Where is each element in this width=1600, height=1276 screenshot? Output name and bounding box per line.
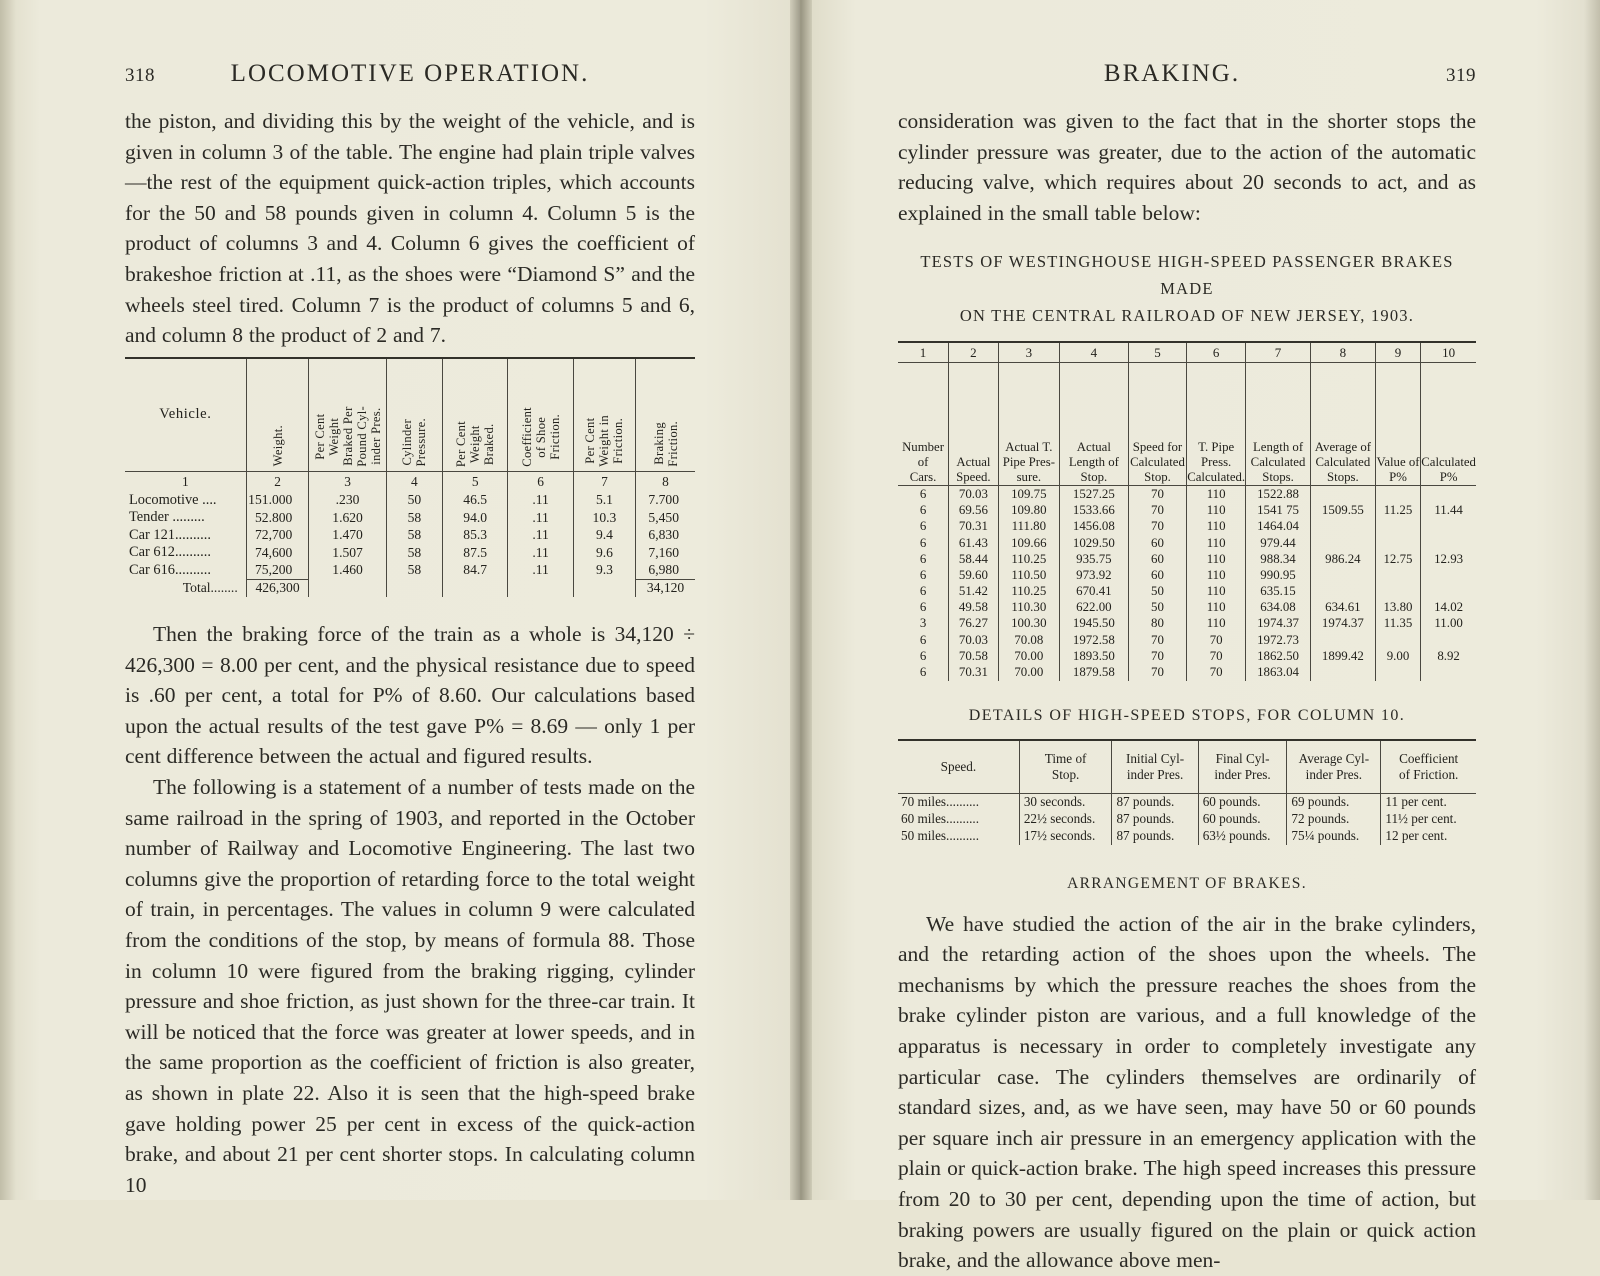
actual-tpipe-pressure-value: 110.25 [998, 551, 1059, 567]
table-row [898, 519, 1476, 535]
cars-value: 6 [919, 648, 927, 663]
length-of-calculated-stops-value: 1522.88 [1246, 486, 1311, 503]
coefficient-value: .11 [508, 509, 573, 526]
table-row [898, 828, 1476, 845]
pct-weight-friction-value: 9.4 [573, 527, 635, 544]
time-of-stop-value: 17½ seconds. [1019, 828, 1112, 845]
colnum-6: 6 [508, 471, 573, 492]
actual-speed-value: 59.60 [949, 567, 999, 583]
pct-weight-braked-value: 46.5 [442, 492, 507, 509]
average-cylinder-pres-value: 75¼ pounds. [1287, 828, 1381, 845]
coefficient-of-friction-value: 12 per cent. [1381, 828, 1476, 845]
average-cylinder-pres-value: 69 pounds. [1287, 793, 1381, 811]
actual-speed-value: 70.31 [949, 664, 999, 680]
average-of-calculated-stops-value: 1899.42 [1310, 648, 1375, 664]
tpipe-press-calculated-value: 110 [1187, 519, 1246, 535]
pct-per-pound-value: 1.470 [309, 527, 386, 544]
details-table-header-row [898, 740, 1476, 794]
speed-for-calculated-stop-header: Speed for Calculated Stop. [1128, 363, 1186, 486]
left-running-title: LOCOMOTIVE OPERATION. [230, 60, 590, 87]
time-of-stop-header: Time of Stop. [1019, 740, 1112, 794]
average-of-calculated-stops-value [1310, 535, 1375, 551]
cylinder-pressure-value: 58 [386, 561, 442, 579]
cars-value: 6 [919, 535, 927, 550]
vehicle-name: Tender ......... [129, 509, 205, 526]
final-cylinder-pres-value: 60 pounds. [1198, 811, 1287, 828]
speed-for-calculated-stop-value: 70 [1128, 519, 1186, 535]
weight-value: 72,700 [246, 527, 309, 544]
table-row [898, 503, 1476, 519]
vehicle-name: Locomotive .... [129, 491, 217, 508]
value-of-p-value [1375, 664, 1420, 680]
actual-length-of-stop-value: 1879.58 [1059, 664, 1128, 680]
braking-friction-value: 5,450 [636, 509, 695, 526]
actual-speed-value: 70.58 [949, 648, 999, 664]
pct-per-pound-col-header: Per Cent Weight Braked Per Pound Cyl- inder Pres. [309, 358, 386, 472]
table-row [898, 664, 1476, 680]
colnum-2: 2 [246, 471, 309, 492]
length-of-calculated-stops-value: 1974.37 [1246, 616, 1311, 632]
cylinder-pressure-value: 58 [386, 527, 442, 544]
cars-value: 6 [919, 665, 927, 680]
value-of-p-value [1375, 584, 1420, 600]
pct-weight-friction-value: 5.1 [573, 492, 635, 509]
calculated-p-value [1421, 664, 1476, 680]
tests-colnum-6: 6 [1187, 342, 1246, 363]
coef-shoe-friction-col-header: Coefficient of Shoe Friction. [508, 358, 573, 472]
actual-tpipe-pressure-value: 110.30 [998, 600, 1059, 616]
tests-table-colnum-row [898, 342, 1476, 363]
tests-colnum-2: 2 [949, 342, 999, 363]
tests-colnum-10: 10 [1421, 342, 1476, 363]
initial-cylinder-pres-header: Initial Cyl- inder Pres. [1112, 740, 1198, 794]
coefficient-of-friction-header: Coefficient of Friction. [1381, 740, 1476, 794]
actual-speed-value: 70.03 [949, 486, 999, 503]
average-of-calculated-stops-value [1310, 584, 1375, 600]
left-folio: 318 [125, 65, 155, 86]
actual-length-of-stop-header: Actual Length of Stop. [1059, 363, 1128, 486]
vehicle-table [125, 357, 695, 597]
table-row [898, 811, 1476, 828]
vehicle-table-total-row [125, 579, 695, 597]
initial-cylinder-pres-value: 87 pounds. [1112, 811, 1198, 828]
average-of-calculated-stops-value [1310, 632, 1375, 648]
left-page-content [125, 60, 695, 1200]
total-blank-5 [442, 579, 507, 597]
cars-value: 6 [919, 503, 927, 518]
colnum-8: 8 [636, 471, 695, 492]
right-paragraph-1: consideration was given to the fact that in the shorter stops the cylinder pressure was greater, due to the action of the automatic reducing valve, which requires about 20 seconds to act, and as explained in the small table below: [898, 109, 1476, 225]
cars-value: 6 [919, 632, 927, 647]
value-of-p-value [1375, 567, 1420, 583]
table-row [898, 600, 1476, 616]
pct-weight-friction-value: 10.3 [573, 509, 635, 526]
speed-for-calculated-stop-value: 60 [1128, 535, 1186, 551]
speed-header: Speed. [898, 740, 1019, 794]
final-cylinder-pres-value: 63½ pounds. [1198, 828, 1287, 845]
coefficient-value: .11 [508, 527, 573, 544]
tpipe-press-calculated-value: 110 [1187, 600, 1246, 616]
weight-value: 151.000 [246, 492, 309, 509]
coefficient-value: .11 [508, 544, 573, 561]
vehicle-col-header: Vehicle. [125, 358, 246, 472]
actual-length-of-stop-value: 1533.66 [1059, 503, 1128, 519]
calculated-p-value: 14.02 [1421, 600, 1476, 616]
length-of-calculated-stops-value: 634.08 [1246, 600, 1311, 616]
speed-for-calculated-stop-value: 80 [1128, 616, 1186, 632]
actual-speed-value: 69.56 [949, 503, 999, 519]
vehicle-table-header-row [125, 358, 695, 472]
total-blank-3 [309, 579, 386, 597]
actual-length-of-stop-value: 1972.58 [1059, 632, 1128, 648]
total-braking-friction: 34,120 [636, 579, 695, 597]
table-row [125, 527, 695, 544]
weight-col-header: Weight. [246, 358, 309, 472]
left-paragraph-3: The following is a statement of a number of tests made on the same railroad in the spring of 1903, and reported in the October number of Railway and Locomotive Engineering. The last two columns give the proportion of retarding force to the total weight of train, in percentages. The values in column 9 were calculated from the conditions of the stop, by means of formula 88. Those in column 10 were figured from the braking rigging, cylinder pressure and shoe friction, as just shown for the three-car train. It will be noticed that the force was greater at lower speeds, and in the same proportion as the coefficient of friction is also greater, as shown in plate 22. Also it is seen that the high-speed brake gave holding power 25 per cent in excess of the quick-action brake, and about 21 per cent shorter stops. In calculating column 10 [125, 775, 695, 1197]
actual-tpipe-pressure-value: 100.30 [998, 616, 1059, 632]
table-row [898, 616, 1476, 632]
length-of-calculated-stops-value: 1862.50 [1246, 648, 1311, 664]
braking-friction-value: 7,160 [636, 544, 695, 561]
final-cylinder-pres-value: 60 pounds. [1198, 793, 1287, 811]
speed-for-calculated-stop-value: 50 [1128, 600, 1186, 616]
speed-for-calculated-stop-value: 70 [1128, 632, 1186, 648]
pct-weight-braked-value: 87.5 [442, 544, 507, 561]
actual-speed-value: 70.31 [949, 519, 999, 535]
cars-value: 6 [898, 486, 949, 503]
speed-for-calculated-stop-value: 60 [1128, 567, 1186, 583]
table-row [125, 509, 695, 526]
weight-value: 75,200 [246, 561, 309, 579]
page-edge-shadow-left [0, 0, 16, 1200]
average-of-calculated-stops-value [1310, 567, 1375, 583]
initial-cylinder-pres-value: 87 pounds. [1112, 793, 1198, 811]
tpipe-press-calculated-value: 110 [1187, 567, 1246, 583]
total-blank-6 [508, 579, 573, 597]
speed-value: 70 miles.......... [898, 793, 1019, 811]
colnum-4: 4 [386, 471, 442, 492]
arrangement-of-brakes-heading: ARRANGEMENT OF BRAKES. [1067, 874, 1307, 892]
total-label: Total........ [182, 580, 238, 596]
tests-colnum-8: 8 [1310, 342, 1375, 363]
calculated-p-value [1421, 567, 1476, 583]
tests-colnum-5: 5 [1128, 342, 1186, 363]
length-of-calculated-stops-value: 979.44 [1246, 535, 1311, 551]
actual-tpipe-pressure-value: 70.08 [998, 632, 1059, 648]
vehicle-name: Car 121.......... [129, 526, 211, 543]
actual-length-of-stop-value: 1527.25 [1059, 486, 1128, 503]
weight-value: 74,600 [246, 544, 309, 561]
calculated-p-header: Calculated P% [1421, 363, 1476, 486]
actual-tpipe-pressure-value: 70.00 [998, 664, 1059, 680]
tpipe-press-calculated-value: 110 [1187, 616, 1246, 632]
right-page-content [898, 60, 1476, 1276]
length-of-calculated-stops-value: 1541 75 [1246, 503, 1311, 519]
calculated-p-value [1421, 584, 1476, 600]
speed-for-calculated-stop-value: 50 [1128, 584, 1186, 600]
actual-tpipe-pressure-value: 70.00 [998, 648, 1059, 664]
right-folio: 319 [1446, 65, 1476, 86]
tpipe-press-calculated-value: 110 [1187, 503, 1246, 519]
braking-friction-col-header: Braking Friction. [636, 358, 695, 472]
actual-speed-value: 51.42 [949, 584, 999, 600]
actual-length-of-stop-value: 973.92 [1059, 567, 1128, 583]
calculated-p-value [1421, 519, 1476, 535]
table-row [898, 535, 1476, 551]
speed-for-calculated-stop-value: 70 [1128, 486, 1186, 503]
calculated-p-value [1421, 632, 1476, 648]
actual-tpipe-pressure-value: 109.80 [998, 503, 1059, 519]
actual-length-of-stop-value: 1456.08 [1059, 519, 1128, 535]
left-paragraph-1: the piston, and dividing this by the weight of the vehicle, and is given in column 3 of the table. The engine had plain triple valves—the rest of the equipment quick-action triples, which accounts for the 50 and 58 pounds given in column 4. Column 5 is the product of columns 3 and 4. Column 6 gives the coefficient of brakeshoe friction at .11, as the shoes were “Diamond S” and the wheels steel tired. Column 7 is the product of columns 5 and 6, and column 8 the product of 2 and 7. [125, 109, 695, 348]
tests-colnum-3: 3 [998, 342, 1059, 363]
vehicle-name: Car 616.......... [129, 561, 211, 578]
cylinder-pressure-col-header: Cylinder Pressure. [386, 358, 442, 472]
tpipe-press-calculated-value: 110 [1187, 551, 1246, 567]
speed-for-calculated-stop-value: 70 [1128, 664, 1186, 680]
calculated-p-value: 11.44 [1421, 503, 1476, 519]
cars-value: 6 [919, 567, 927, 582]
table-row [898, 584, 1476, 600]
page-edge-shadow-right [1584, 0, 1600, 1200]
table-row [125, 561, 695, 579]
tpipe-press-calculated-value: 70 [1187, 632, 1246, 648]
table-row [125, 492, 695, 509]
actual-speed-value: 58.44 [949, 551, 999, 567]
cylinder-pressure-value: 50 [386, 492, 442, 509]
tpipe-press-calculated-value: 110 [1187, 584, 1246, 600]
calculated-p-value: 11.00 [1421, 616, 1476, 632]
value-of-p-header: Value of P% [1375, 363, 1420, 486]
pct-weight-friction-value: 9.6 [573, 544, 635, 561]
average-of-calculated-stops-header: Average of Calculated Stops. [1310, 363, 1375, 486]
tests-table-caption [898, 248, 1476, 329]
details-table [898, 739, 1476, 845]
total-weight: 426,300 [246, 579, 309, 597]
length-of-calculated-stops-value: 1972.73 [1246, 632, 1311, 648]
right-page [800, 0, 1600, 1273]
pct-weight-braked-value: 94.0 [442, 509, 507, 526]
cars-value: 6 [919, 584, 927, 599]
actual-tpipe-pressure-value: 109.75 [998, 486, 1059, 503]
actual-tpipe-pressure-header: Actual T. Pipe Pres- sure. [998, 363, 1059, 486]
speed-value: 60 miles.......... [901, 811, 980, 827]
average-cylinder-pres-value: 72 pounds. [1287, 811, 1381, 828]
vehicle-table-colnum-row [125, 471, 695, 492]
length-of-calculated-stops-value: 988.34 [1246, 551, 1311, 567]
colnum-1: 1 [125, 471, 246, 492]
left-page [0, 0, 800, 1200]
pct-weight-braked-value: 85.3 [442, 527, 507, 544]
table-row [898, 567, 1476, 583]
actual-speed-value: 61.43 [949, 535, 999, 551]
value-of-p-value: 11.25 [1375, 503, 1420, 519]
tpipe-press-calculated-value: 70 [1187, 664, 1246, 680]
tpipe-press-calculated-value: 110 [1187, 535, 1246, 551]
speed-for-calculated-stop-value: 70 [1128, 648, 1186, 664]
length-of-calculated-stops-header: Length of Calculated Stops. [1246, 363, 1311, 486]
length-of-calculated-stops-value: 1863.04 [1246, 664, 1311, 680]
actual-length-of-stop-value: 1945.50 [1059, 616, 1128, 632]
value-of-p-value [1375, 535, 1420, 551]
pct-weight-braked-col-header: Per Cent Weight Braked. [442, 358, 507, 472]
coefficient-of-friction-value: 11½ per cent. [1381, 811, 1476, 828]
actual-speed-value: 76.27 [949, 616, 999, 632]
tests-table-caption-line2: ON THE CENTRAL RAILROAD OF NEW JERSEY, 1903. [959, 306, 1415, 326]
value-of-p-value [1375, 486, 1420, 503]
braking-friction-value: 6,830 [636, 527, 695, 544]
cylinder-pressure-value: 58 [386, 509, 442, 526]
calculated-p-value [1421, 535, 1476, 551]
colnum-7: 7 [573, 471, 635, 492]
table-row [898, 486, 1476, 503]
tests-colnum-7: 7 [1246, 342, 1311, 363]
coefficient-value: .11 [508, 561, 573, 579]
pct-per-pound-value: .230 [309, 492, 386, 509]
value-of-p-value: 11.35 [1375, 616, 1420, 632]
speed-for-calculated-stop-value: 60 [1128, 551, 1186, 567]
total-blank-7 [573, 579, 635, 597]
value-of-p-value [1375, 519, 1420, 535]
pct-per-pound-value: 1.620 [309, 509, 386, 526]
table-row [898, 648, 1476, 664]
cars-value: 6 [919, 519, 927, 534]
cars-value: 3 [919, 616, 927, 631]
cylinder-pressure-value: 58 [386, 544, 442, 561]
pct-per-pound-value: 1.507 [309, 544, 386, 561]
average-of-calculated-stops-value: 1509.55 [1310, 503, 1375, 519]
value-of-p-value [1375, 632, 1420, 648]
coefficient-of-friction-value: 11 per cent. [1381, 793, 1476, 811]
time-of-stop-value: 22½ seconds. [1019, 811, 1112, 828]
tpipe-press-calculated-value: 70 [1187, 648, 1246, 664]
average-of-calculated-stops-value [1310, 486, 1375, 503]
braking-friction-value: 6,980 [636, 561, 695, 579]
cars-value: 6 [919, 600, 927, 615]
actual-tpipe-pressure-value: 111.80 [998, 519, 1059, 535]
actual-length-of-stop-value: 670.41 [1059, 584, 1128, 600]
table-row [898, 551, 1476, 567]
tests-table-body [898, 486, 1476, 681]
number-of-cars-header: Number of Cars. [898, 363, 949, 486]
left-running-head [125, 60, 695, 106]
length-of-calculated-stops-value: 990.95 [1246, 567, 1311, 583]
pct-weight-friction-value: 9.3 [573, 561, 635, 579]
calculated-p-value: 8.92 [1421, 648, 1476, 664]
tests-table-header-row [898, 363, 1476, 486]
colnum-5: 5 [442, 471, 507, 492]
average-of-calculated-stops-value: 986.24 [1310, 551, 1375, 567]
actual-tpipe-pressure-value: 110.50 [998, 567, 1059, 583]
value-of-p-value: 13.80 [1375, 600, 1420, 616]
calculated-p-value: 12.93 [1421, 551, 1476, 567]
table-row [898, 793, 1476, 811]
tpipe-press-calculated-value: 110 [1187, 486, 1246, 503]
value-of-p-value: 9.00 [1375, 648, 1420, 664]
average-of-calculated-stops-value: 634.61 [1310, 600, 1375, 616]
actual-speed-value: 49.58 [949, 600, 999, 616]
weight-value: 52.800 [246, 509, 309, 526]
tests-table [898, 341, 1476, 680]
time-of-stop-value: 30 seconds. [1019, 793, 1112, 811]
actual-length-of-stop-value: 622.00 [1059, 600, 1128, 616]
details-table-caption: DETAILS OF HIGH-SPEED STOPS, FOR COLUMN 10. [968, 706, 1406, 724]
calculated-p-value [1421, 486, 1476, 503]
colnum-3: 3 [309, 471, 386, 492]
vehicle-table-body [125, 492, 695, 579]
tests-colnum-4: 4 [1059, 342, 1128, 363]
average-of-calculated-stops-value [1310, 519, 1375, 535]
actual-speed-value: 70.03 [949, 632, 999, 648]
initial-cylinder-pres-value: 87 pounds. [1112, 828, 1198, 845]
length-of-calculated-stops-value: 635.15 [1246, 584, 1311, 600]
details-table-body [898, 793, 1476, 845]
table-row [898, 632, 1476, 648]
left-paragraph-2: Then the braking force of the train as a whole is 34,120 ÷ 426,300 = 8.00 per cent, and the physical resistance due to speed is .60 per cent, a total for P% of 8.60. Our calculations based upon the actual results of the test gave P% = 8.69 — only 1 per cent difference between the actual and figured results. [125, 622, 695, 769]
actual-tpipe-pressure-value: 110.25 [998, 584, 1059, 600]
value-of-p-value: 12.75 [1375, 551, 1420, 567]
total-blank-4 [386, 579, 442, 597]
pct-weight-friction-col-header: Per Cent Weight in Friction. [573, 358, 635, 472]
braking-friction-value: 7.700 [636, 492, 695, 509]
cars-value: 6 [919, 551, 927, 566]
speed-for-calculated-stop-value: 70 [1128, 503, 1186, 519]
speed-value: 50 miles.......... [901, 828, 980, 844]
table-row [125, 544, 695, 561]
coefficient-value: .11 [508, 492, 573, 509]
tpipe-press-calculated-header: T. Pipe Press. Calculated. [1187, 363, 1246, 486]
vehicle-name: Car 612.......... [129, 544, 211, 561]
pct-per-pound-value: 1.460 [309, 561, 386, 579]
tests-colnum-1: 1 [898, 342, 949, 363]
actual-length-of-stop-value: 935.75 [1059, 551, 1128, 567]
actual-tpipe-pressure-value: 109.66 [998, 535, 1059, 551]
actual-length-of-stop-value: 1029.50 [1059, 535, 1128, 551]
average-of-calculated-stops-value [1310, 664, 1375, 680]
right-paragraph-2: We have studied the action of the air in the brake cylinders, and the retarding action of the shoes upon the wheels. The mechanisms by which the pressure reaches the shoes from the brake cylinder piston are various, and a full knowledge of the apparatus is necessary in order to completely investigate any particular case. The cylinders themselves are ordinarily of standard sizes, and, as we have seen, may have 50 or 60 pounds per square inch air pressure in an emergency application with the plain or quick-action brake. The high speed increases this pressure from 20 to 30 per cent, depending upon the time of action, but braking powers are usually figured on the plain or quick action brake, and the allowance above men- [898, 911, 1476, 1273]
average-cylinder-pres-header: Average Cyl- inder Pres. [1287, 740, 1381, 794]
right-running-head [898, 60, 1476, 106]
tests-table-caption-line1: TESTS OF WESTINGHOUSE HIGH-SPEED PASSENGER BRAKES MADE [920, 252, 1454, 299]
right-running-title: BRAKING. [1103, 60, 1241, 87]
pct-weight-braked-value: 84.7 [442, 561, 507, 579]
length-of-calculated-stops-value: 1464.04 [1246, 519, 1311, 535]
tests-colnum-9: 9 [1375, 342, 1420, 363]
actual-speed-header: Actual Speed. [949, 363, 999, 486]
average-of-calculated-stops-value: 1974.37 [1310, 616, 1375, 632]
actual-length-of-stop-value: 1893.50 [1059, 648, 1128, 664]
final-cylinder-pres-header: Final Cyl- inder Pres. [1198, 740, 1287, 794]
